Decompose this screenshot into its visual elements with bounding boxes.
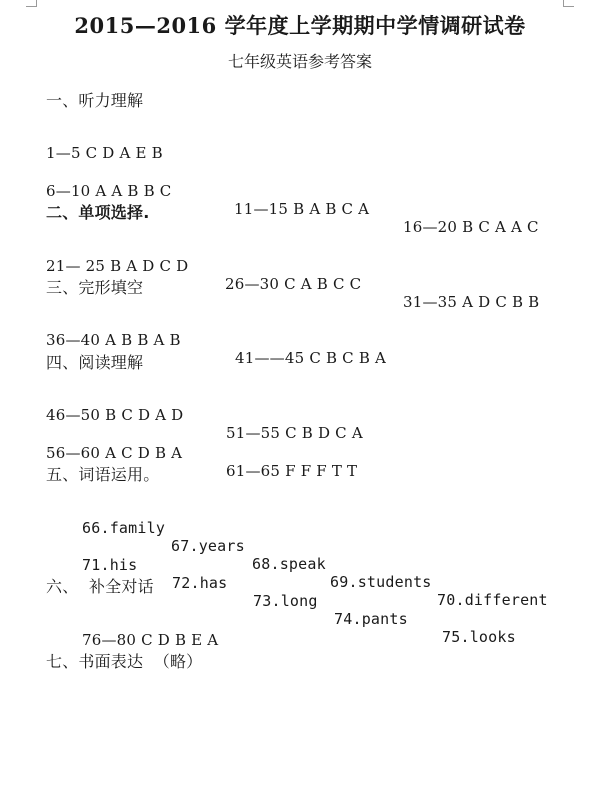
answer-group: 31—35 A D C B B	[403, 293, 540, 311]
word-answer: 67.years	[171, 537, 245, 555]
section-heading-writing: 七、书面表达 （略）	[46, 652, 203, 671]
answer-group: 16—20 B C A A C	[403, 218, 539, 236]
answer-group: 1—5 C D A E B	[46, 144, 163, 162]
answer-group: 51—55 C B D C A	[226, 424, 363, 442]
section-heading-cloze: 三、完形填空	[46, 278, 144, 297]
exam-title: 2015—2016 学年度上学期期中学情调研试卷	[74, 13, 526, 38]
word-answer: 66.family	[82, 519, 166, 537]
answer-key-subtitle: 七年级英语参考答案	[227, 52, 372, 71]
answer-group: 26—30 C A B C C	[225, 275, 362, 293]
answer-group: 76—80 C D B E A	[82, 631, 219, 649]
answer-group: 11—15 B A B C A	[234, 200, 370, 218]
word-answer: 71.his	[82, 556, 138, 574]
page-corner-mark-left	[26, 0, 37, 7]
answer-group: 56—60 A C D B A	[46, 444, 183, 462]
word-answer: 74.pants	[334, 610, 408, 628]
answer-group: 41——45 C B C B A	[235, 349, 387, 367]
answer-group: 21— 25 B A D C D	[46, 257, 189, 275]
word-answer: 68.speak	[252, 555, 326, 573]
answer-group: 6—10 A A B B C	[46, 182, 172, 200]
word-answer: 69.students	[330, 573, 432, 591]
section-heading-choice: 二、单项选择.	[46, 203, 150, 222]
answer-group: 61—65 F F F T T	[226, 462, 358, 480]
section-heading-reading: 四、阅读理解	[46, 353, 144, 372]
section-heading-vocabulary: 五、词语运用。	[46, 465, 160, 484]
word-answer: 75.looks	[442, 628, 516, 646]
answer-row	[46, 613, 219, 649]
answer-row	[46, 126, 163, 162]
page-corner-mark-right	[563, 0, 574, 7]
word-answer: 70.different	[437, 591, 548, 609]
word-answer: 73.long	[253, 592, 318, 610]
section-heading-dialogue: 六、 补全对话	[46, 577, 154, 596]
answer-group: 36—40 A B B A B	[46, 331, 181, 349]
section-heading-listening: 一、听力理解	[46, 91, 144, 110]
answer-group: 46—50 B C D A D	[46, 406, 184, 424]
word-answer: 72.has	[172, 574, 228, 592]
